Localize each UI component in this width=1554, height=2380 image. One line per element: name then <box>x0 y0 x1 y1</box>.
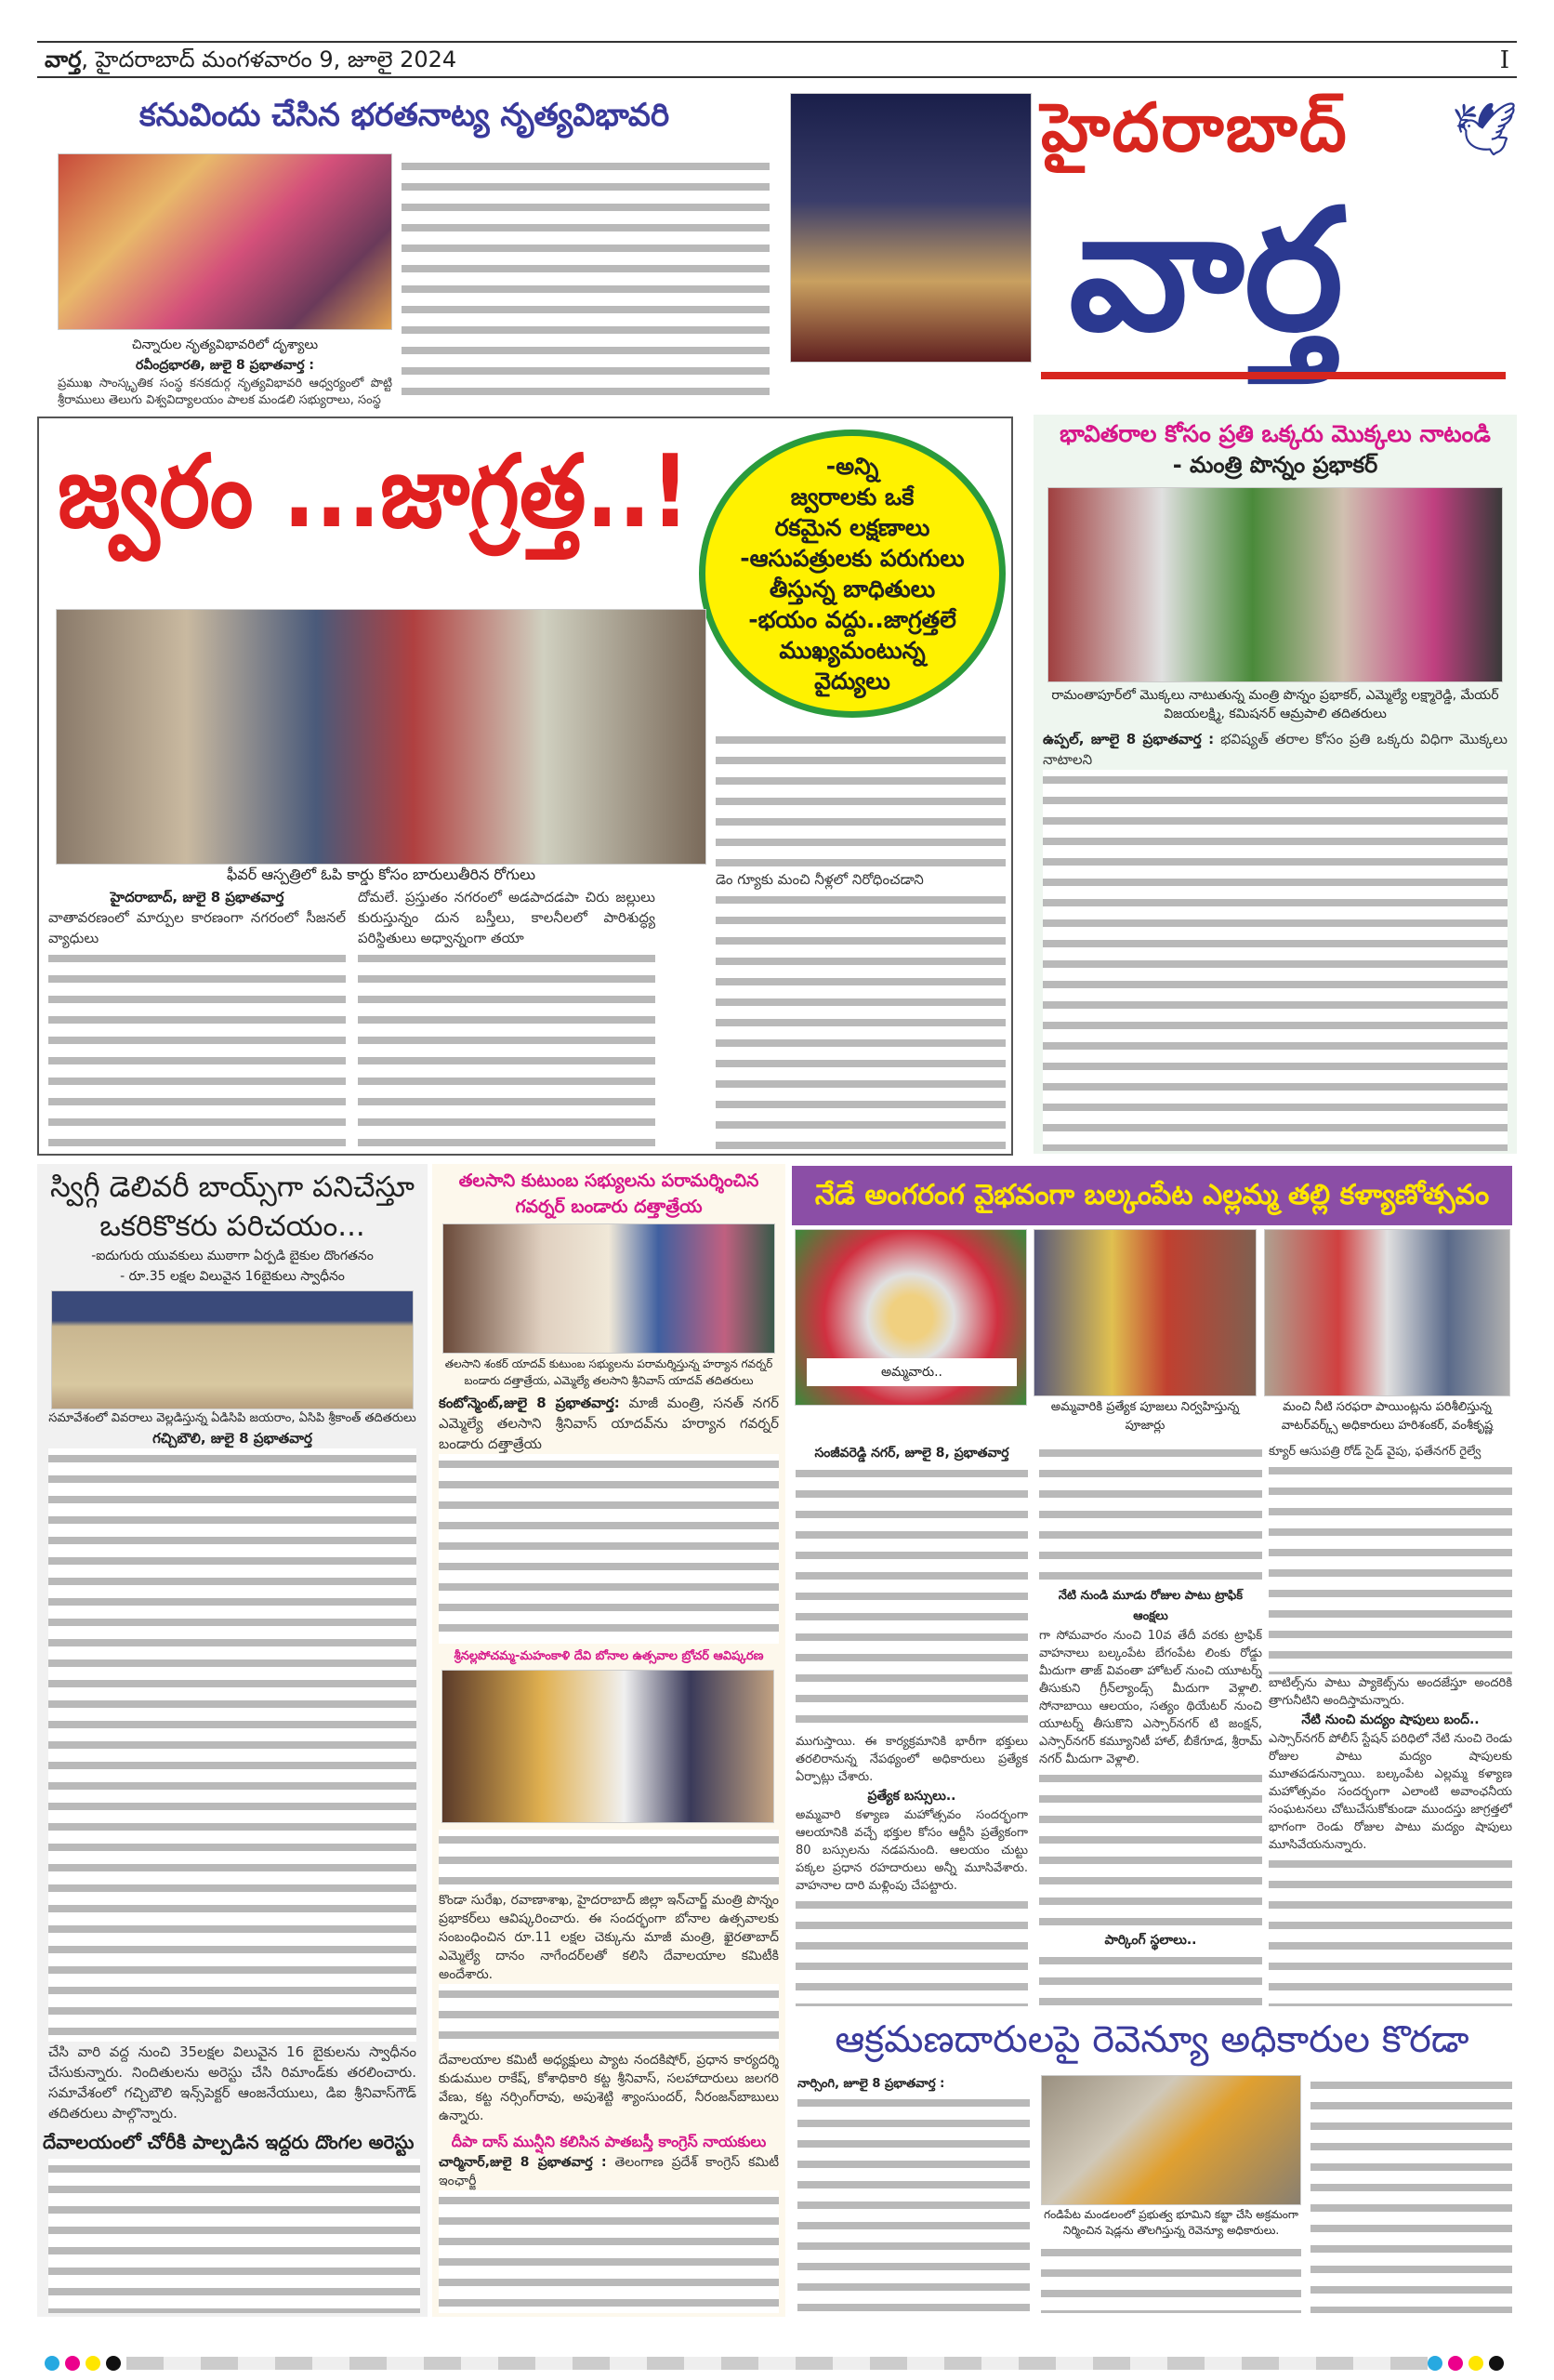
revenue-col-2 <box>1036 2075 1306 2313</box>
text-lines <box>1043 770 1508 1151</box>
yellamma-text: బాటిల్స్‌ను పాటు ప్యాకెట్స్‌ను అందజేస్తూ అందరికి త్రాగునీటిని అందిస్తామన్నారు. <box>1269 1676 1512 1708</box>
bonalu-photo <box>441 1670 774 1823</box>
masthead <box>790 89 1517 383</box>
text-lines <box>48 948 346 1150</box>
talasani-headline: తలసాని కుటుంబ సభ్యులను పరామర్శించిన గవర్నర్ బండారు దత్తాత్రేయ <box>458 1170 759 1217</box>
text-lines <box>439 2190 779 2313</box>
yellamma-banner: నేడే అంగరంగ వైభవంగా బల్కంపేట ఎల్లమ్మ తల్లి కళ్యాణోత్సవం <box>792 1166 1512 1225</box>
text-lines <box>439 1984 779 2051</box>
ammavaru-photo <box>795 1229 1027 1406</box>
plants-dateline: ఉప్పల్, జూలై 8 ప్రభాతవార్త : <box>1043 731 1215 747</box>
yellamma-col-3 <box>1269 1443 1512 2006</box>
dance-body-text <box>402 156 770 398</box>
text-lines <box>716 730 1006 869</box>
deepa-das-subhead: దీపా దాస్ మున్షీని కలిసిన పాతబస్తీ కాంగ్రెస్ నాయకులు <box>451 2133 767 2150</box>
page-header <box>45 46 456 78</box>
bonalu-body <box>439 1830 779 2125</box>
revenue-headline: ఆక్రమణదారులపై రెవెన్యూ అధికారుల కొరడా <box>835 2018 1469 2061</box>
bubble-line: -ఆసుపత్రులకు పరుగులు <box>740 545 965 572</box>
dance-text <box>58 335 392 409</box>
text-lines <box>439 1830 779 1891</box>
dance-photo <box>58 153 392 330</box>
bubble-line: జ్వరాలకు ఒకే <box>790 483 915 510</box>
parking-subhead: పార్కింగ్ స్థలాలు.. <box>1104 1933 1197 1948</box>
text-lines <box>716 890 1006 1150</box>
swiggy-caption: సమావేశంలో వివరాలు వెల్లడిస్తున్న ఏడిసిపి జయరాం, ఏసిపి శ్రీకాంత్ తదితరులు <box>48 1411 416 1425</box>
bubble-line: వైద్యులు <box>814 668 890 694</box>
text-lines <box>1039 1443 1262 1586</box>
fever-col-2 <box>358 887 655 1150</box>
yellamma-text: ఎస్సార్‌నగర్ పోలీస్ స్టేషన్ పరిధిలో నేటి నుంచి రెండు రోజుల పాటు మద్యం షాపులకు మూతపడనున్నాయి. బల్కంపేట ఎల్లమ్మ కళ్యాణ మహోత్సవం సందర్భంగా ఎలాంటి అవాంఛనీయ సంఘటనలు చోటుచేసుకోకుండా ముందస్తు జాగ్రత్తలో భాగంగా రెండు రోజుల పాటు మద్యం షాపులు మూసివేయనున్నారు. <box>1269 1732 1512 1852</box>
masthead-name: వార్త <box>1069 174 1344 368</box>
demolition-photo <box>1041 2075 1301 2205</box>
revenue-col-3 <box>1310 2075 1512 2313</box>
bonalu-subhead: శ్రీనల్లపోచమ్మ-మహంకాళి దేవి బోనాల ఉత్సవాల బ్రోచర్ ఆవిష్కరణ <box>454 1649 764 1663</box>
text-lines <box>439 1454 779 1644</box>
fever-col-3 <box>716 730 1006 1150</box>
yellamma-text: గా సోమవారం నుంచి 10వ తేదీ వరకు ట్రాఫిక్ వాహనాలు బల్కంపేట బేగంపేట లింకు రోడ్డు మీదుగా తాజ్ వివంతా హోటల్ నుంచి యూటర్న్ తీసుకుని గ్రీన్‌ల్యాండ్స్ మీదుగా వెళ్లాలి. సోనాబాయి ఆలయం, సత్యం థియేటర్ నుంచి యూటర్న్ తీసుకొని ఎస్సార్‌నగర్ టి జంక్షన్, ఎస్సార్‌నగర్ కమ్యూనిటీ హాల్, బీకేగూడ, శ్రీరామ్ నగర్ మీదుగా వెళ్లాలి. <box>1039 1629 1262 1766</box>
yellamma-text: క్యూర్ ఆసుపత్రి రోడ్ సైడ్ వైపు, ఫతేనగర్ రైల్వే <box>1269 1445 1482 1459</box>
swiggy-sub-1: -ఐదుగురు యువకులు ముఠాగా ఏర్పడి బైకుల దొంగతనం <box>91 1249 374 1263</box>
revenue-body <box>1041 2242 1301 2313</box>
color-registration-left <box>45 2356 1428 2371</box>
page-number: I <box>1499 46 1509 74</box>
plants-subhead: - మంత్రి పొన్నం ప్రభాకర్ <box>1172 452 1378 478</box>
swiggy-body-text: చేసి వారి వద్ద నుంచి 35లక్షల విలువైన 16 బైకులను స్వాధీనం చేసుకున్నారు. నిందితులను అరెస్టు చేసి రిమాండ్‌కు తరలించారు. సమావేశంలో గచ్చిబౌలి ఇన్స్‌పెక్టర్ ఆంజనేయులు, డిఐ శ్రీనివాస్‌గౌడ్ తదితరులు పాల్గొన్నారు. <box>48 2043 416 2122</box>
pooja-caption: అమ్మవారికి ప్రత్యేక పూజలు నిర్వహిస్తున్న పూజార్లు <box>1050 1400 1240 1433</box>
text-lines <box>1269 1854 1512 2006</box>
bubble-line: రకమైన లక్షణాలు <box>774 514 930 541</box>
talasani-column <box>434 1168 784 1644</box>
plants-headline: భావితరాల కోసం ప్రతి ఒక్కరు మొక్కలు నాటండి <box>1060 420 1491 447</box>
yellamma-text: ముగుస్తాయి. ఈ కార్యక్రమానికి భారీగా భక్తులు తరలిరానున్న నేపథ్యంలో అధికారులు ప్రత్యేక ఏర్పాట్లు చేశారు. <box>796 1735 1028 1784</box>
yellamma-col-1 <box>796 1443 1028 2006</box>
fever-body: వాతావరణంలో మార్పుల కారణంగా నగరంలో సీజనల్ వ్యాధులు <box>48 909 346 946</box>
bubble-line: ముఖ్యమంటున్న <box>779 637 926 664</box>
yellamma-dateline: సంజీవరెడ్డి నగర్, జూలై 8, ప్రభాతవార్త <box>814 1446 1009 1461</box>
deepa-das-body-text: తెలంగాణ ప్రదేశ్ కాంగ్రెస్ కమిటీ ఇంఛార్జీ <box>439 2155 780 2188</box>
swiggy-dateline: గచ్చిబౌలి, జులై 8 ప్రభాతవార్త <box>152 1430 312 1447</box>
dance-body: ప్రముఖ సాంస్కృతిక సంస్థ కనకదుర్గ నృత్యవిభావరి ఆధ్వర్యంలో పొట్టి శ్రీరాములు తెలుగు విశ్వవిద్యాలయం పాలక మండలి సభ్యురాలు, సంస్థ <box>58 377 392 407</box>
text-lines <box>48 1448 416 2042</box>
talasani-photo <box>442 1223 775 1354</box>
charminar-photo <box>790 93 1032 363</box>
paper-name: వార్త <box>45 46 82 73</box>
ammavaru-caption: అమ్మవారు.. <box>807 1358 1017 1386</box>
yellamma-col-2 <box>1039 1443 1262 2006</box>
fever-bubble <box>699 430 1006 718</box>
temple-theft-body <box>48 2159 420 2313</box>
text-lines <box>796 1895 1028 2006</box>
swiggy-column <box>43 1168 422 2123</box>
revenue-caption: గండిపేట మండలంలో ప్రభుత్వ భూమిని కబ్జా చేసి అక్రమంగా నిర్మించిన షెడ్లను తొలగిస్తున్న రెవెన్యూ అధికారులు. <box>1044 2208 1298 2237</box>
liquor-subhead: నేటి నుంచి మద్యం షాపులు బంద్.. <box>1301 1712 1480 1727</box>
swiggy-sub-2: - రూ.35 లక్షల విలువైన 16బైకులు స్వాధీనం <box>120 1269 345 1284</box>
pooja-photo <box>1034 1229 1257 1396</box>
dove-icon: 🕊 <box>1452 99 1519 160</box>
header-rule <box>37 76 1517 78</box>
plants-column <box>1034 418 1517 1151</box>
bubble-line: తీస్తున్న బాధితులు <box>769 575 936 602</box>
top-rule <box>37 41 1517 43</box>
text-lines <box>1269 1461 1512 1674</box>
fever-photo <box>56 609 706 865</box>
text-lines <box>796 1463 1028 1733</box>
revenue-col-1 <box>797 2075 1030 2313</box>
masthead-city: హైదరాబాద్ <box>1041 88 1349 166</box>
bubble-line: -భయం వద్దు..జాగ్రత్తలే <box>748 606 956 633</box>
plants-caption: రామంతాపూర్‌లో మొక్కలు నాటుతున్న మంత్రి పొన్నం ప్రభాకర్, ఎమ్మెల్యే లక్ష్మారెడ్డి, మేయర్ విజయలక్ష్మి, కమిషనర్ ఆమ్రపాలి తదితరులు <box>1051 688 1499 721</box>
bubble-line: -అన్ని <box>825 453 879 480</box>
temple-theft-headline: దేవాలయంలో చోరీకి పాల్పడిన ఇద్దరు దొంగల అరెస్టు <box>43 2131 415 2153</box>
water-works-photo <box>1264 1229 1510 1396</box>
fever-headline-box <box>58 428 690 567</box>
bonalu-body-end: దేవాలయాల కమిటీ అధ్యక్షులు ప్యాట నందకిషోర్, ప్రధాన కార్యదర్శి కుడుముల రాకేష్, కోశాధికారి కట్ట శ్రీనివాస్, సలహాదారులు జలగరి వేణు, కట్ట నర్సింగ్‌రావు, అపుశెట్టి శ్యాంసుందర్, నీరంజన్‌బాబులు ఉన్నారు. <box>439 2053 779 2123</box>
fever-body: డెం గ్యూకు మంచి నీళ్లలో నిరోధించడాని <box>716 871 924 888</box>
fever-col-1 <box>48 887 346 1150</box>
dance-headline: కనువిందు చేసిన భరతనాట్య నృత్యవిభావరి <box>138 97 670 134</box>
dance-caption: చిన్నారుల నృత్యవిభావరిలో దృశ్యాలు <box>131 337 319 352</box>
bus-subhead: ప్రత్యేక బస్సులు.. <box>867 1789 956 1804</box>
header-dateline: , హైదరాబాద్ మంగళవారం 9, జూలై 2024 <box>81 46 457 73</box>
fever-dateline: హైదరాబాద్, జులై 8 ప్రభాతవార్త <box>110 889 284 906</box>
text-lines <box>1039 1950 1262 2006</box>
water-works-caption: మంచి నీటి సరఫరా పాయింట్లను పరిశీలిస్తున్న వాటర్‌వర్క్స్ అధికారులు హరిశంకర్, వంశీకృష్ణ <box>1281 1400 1494 1433</box>
plants-photo <box>1047 487 1503 682</box>
plants-body-text: భవిష్యత్ తరాల కోసం ప్రతి ఒక్కరు విధిగా మొక్కలు నాటాలని <box>1043 731 1508 768</box>
fever-caption: ఫీవర్ ఆస్పత్రిలో ఓపి కార్డు కోసం బారులుతీరిన రోగులు <box>226 866 536 883</box>
police-photo <box>51 1290 414 1409</box>
traffic-subhead: నేటి నుండి మూడు రోజుల పాటు ట్రాఫిక్ ఆంక్షలు <box>1058 1589 1244 1623</box>
color-registration-right <box>1428 2356 1509 2371</box>
deepa-das-column <box>434 2131 784 2313</box>
temple-theft-column <box>43 2129 426 2313</box>
bonalu-body-text: కొండా సురేఖ, రవాణాశాఖ, హైదరాబాద్ జిల్లా ఇన్‌చార్జ్ మంత్రి పొన్నం ప్రభాకర్‌లు ఆవిష్కరించారు. ఈ సందర్భంగా బోనాల ఉత్సవాలకు సంబంధించిన రూ.11 లక్షల చెక్కును మాజీ మంత్రి, ఖైరతాబాద్ ఎమ్మెల్యే దానం నాగేందర్‌లతో కలిసి దేవాలయాల కమిటీకి అందేశారు. <box>439 1893 779 1982</box>
talasani-body-text: మాజీ మంత్రి, సనత్ నగర్ ఎమ్మెల్యే తలసాని శ్రీనివాస్ యాదవ్‌ను హర్యాన గవర్నర్ బండారు దత్తాత్రేయ <box>439 1395 779 1452</box>
talasani-dateline: కంటోన్మెంట్,జులై 8 ప్రభాతవార్త: <box>439 1395 620 1411</box>
swiggy-headline: స్విగ్గీ డెలివరీ బాయ్స్‌గా పనిచేస్తూ ఒకరికొకరు పరిచయం... <box>49 1170 415 1243</box>
dance-dateline: రవీంద్రభారతి, జులై 8 ప్రభాతవార్త : <box>136 358 314 373</box>
text-lines <box>1039 1768 1262 1930</box>
text-lines <box>358 948 655 1150</box>
yellamma-text: అమ్మవారి కళ్యాణ మహోత్సవం సందర్భంగా ఆలయానికి వచ్చే భక్తుల కోసం ఆర్టీసి ప్రత్యేకంగా 80 బస్సులను నడపనుంది. ఆలయం చుట్టు పక్కల ప్రధాన రహదారులు అన్నీ మూసివేశారు. వాహనాల దారి మళ్లింపు చేపట్టారు. <box>796 1808 1028 1893</box>
revenue-dateline: నార్సింగి, జూలై 8 ప్రభాతవార్త : <box>797 2077 945 2091</box>
deepa-das-dateline: చార్మినార్,జులై 8 ప్రభాతవార్త : <box>439 2155 607 2170</box>
talasani-caption: తలసాని శంకర్ యాదవ్ కుటుంబ సభ్యులను పరామర్శిస్తున్న హర్యాన గవర్నర్ బండారు దత్తాత్రేయ, ఎమ్మెల్యే తలసాని శ్రీనివాస్ యాదవ్ తదితరులు <box>444 1357 773 1387</box>
masthead-underline <box>1041 372 1506 379</box>
fever-body: దోమలే. ప్రస్తుతం నగరంలో అడపాదడపా చిరు జల్లులు కురుస్తున్నం దున బస్తీలు, కాలనీలలో పారిశుద్ధ్య పరిస్థితులు అధ్వాన్నంగా తయా <box>358 889 655 946</box>
text-lines <box>797 2093 1030 2313</box>
fever-headline: జ్వరం ...జాగ్రత్త..! <box>58 434 691 550</box>
